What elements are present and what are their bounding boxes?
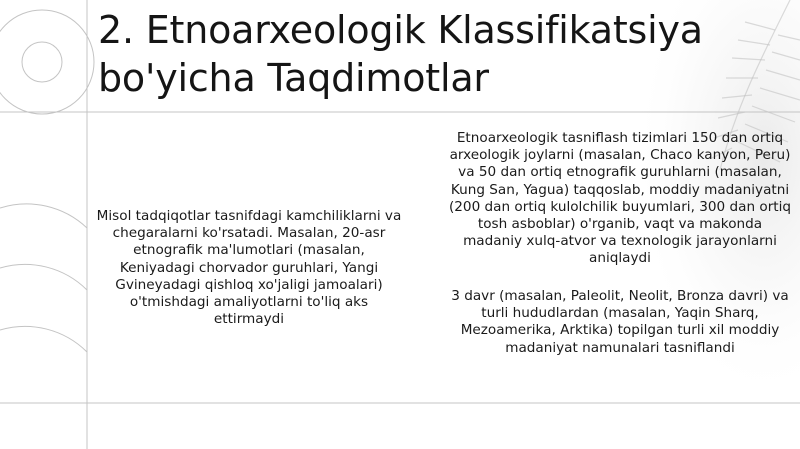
right-text-block-2: 3 davr (masalan, Paleolit, Neolit, Bronza davri) va turli hududlardan (masalan, Yaqin Sharq, Mezoamerika, Arktika) topilgan turli xil moddiy madaniyat namunalari tasniflandi xyxy=(451,288,789,356)
right-text-block-1: Etnoarxeologik tasniflash tizimlari 150 dan ortiq arxeologik joylarni (masalan, Chaco kanyon, Peru) va 50 dan ortiq etnografik guruhlarni (masalan, Kung San, Yagua) taqqoslab, moddiy madaniyatni (200 dan ortiq kulolchilik buyumlari, 300 dan ortiq tosh asboblar) o'rganib, vaqt va makonda madaniy xulq-atvor va texnologik jarayonlarni aniqlaydi xyxy=(448,130,792,267)
left-text-block: Misol tadqiqotlar tasnifdagi kamchiliklarni va chegaralarni ko'rsatadi. Masalan, 20-asr etnografik ma'lumotlari (masalan, Keniyadagi chorvador guruhlari, Yangi Gvineyadagi qishloq xo'jaligi jamoalari) o'tmishdagi amaliyotlarni to'liq aks ettirmaydi xyxy=(96,208,402,328)
slide-title: 2. Etnoarxeologik Klassifikatsiya bo'yicha Taqdimotlar xyxy=(98,8,703,100)
